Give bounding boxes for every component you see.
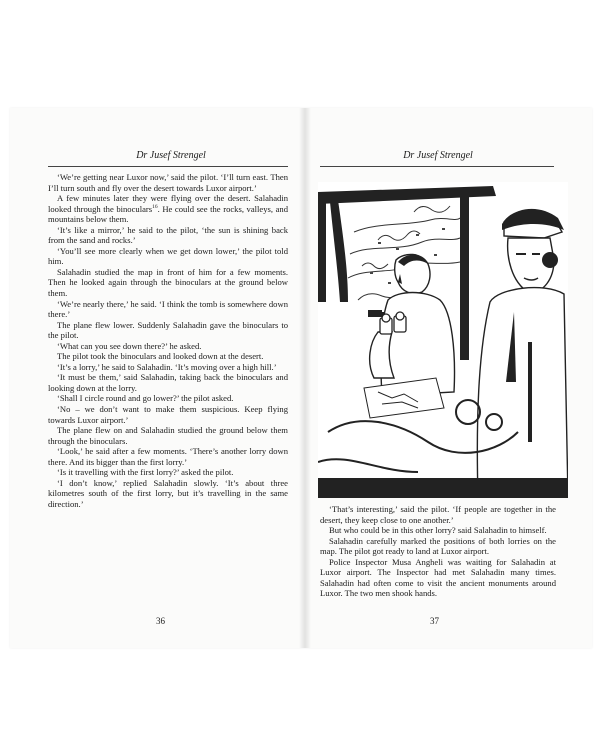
paragraph: ‘We’re nearly there,’ he said. ‘I think the tomb is somewhere down there.’: [48, 298, 288, 320]
book-spread: [10, 108, 592, 648]
paragraph: ‘It’s like a mirror,’ he said to the pilot, ‘the sun is shining back from the sand and rocks.’: [48, 224, 288, 246]
paragraph: ‘What can you see down there?’ he asked.: [57, 340, 202, 351]
left-page: [10, 108, 300, 648]
paragraph: ‘It’s a lorry,’ he said to Salahadin. ‘It’s moving over a high hill.’: [57, 361, 277, 372]
cockpit-pilot-illustration: [318, 182, 568, 498]
paragraph: ‘Shall I circle round and go lower?’ the pilot asked.: [57, 393, 234, 404]
footnote-mark: 16: [152, 203, 158, 210]
running-head-right: Dr Jusef Strengel: [403, 150, 473, 161]
page-number-right: 37: [430, 616, 439, 626]
paragraph: The plane flew lower. Suddenly Salahadin gave the binoculars to the pilot.: [48, 319, 288, 341]
paragraph: ‘It must be them,’ said Salahadin, taking back the binoculars and looking down at the lorry.: [48, 372, 288, 393]
paragraph: The pilot took the binoculars and looked down at the desert.: [57, 351, 264, 362]
paragraph: But who could be in this other lorry? said Salahadin to himself.: [329, 525, 547, 536]
running-head-left: Dr Jusef Strengel: [136, 150, 206, 161]
left-page-text: [48, 172, 288, 510]
head-rule-left: [48, 166, 288, 167]
page-number-left: 36: [156, 616, 165, 626]
paragraph: ‘You’ll see more clearly when we get down lower,’ the pilot told him.: [48, 245, 288, 267]
paragraph: ‘Look,’ he said after a few moments. ‘There’s another lorry down there. And its bigger than the first lorry.’: [48, 446, 288, 467]
paragraph: ‘We’re getting near Luxor now,’ said the pilot. ‘I’ll turn east. Then I’ll turn south and fly over the desert towards Luxor airport.’: [48, 172, 288, 193]
paragraph-text: rocks, valleys, and mountains below them.: [48, 203, 288, 225]
paragraph: ‘That’s interesting,’ said the pilot. ‘If people are together in the desert, they keep close to one another.’: [320, 504, 556, 525]
right-page-text: [320, 504, 556, 599]
paragraph: [48, 193, 288, 225]
paragraph: The plane flew on and Salahadin studied the ground below them through the binoculars.: [48, 425, 288, 446]
paragraph: Salahadin carefully marked the positions of both lorries on the map. The pilot got ready to land at Luxor airport.: [320, 535, 556, 557]
cockpit-illustration-icon: [318, 182, 568, 498]
paragraph: Salahadin studied the map in front of him for a few moments. Then he looked again through the binoculars at the ground below them.: [48, 266, 288, 299]
paragraph: ‘I don’t know,’ replied Salahadin slowly. ‘It’s about three kilometres south of the first lorry, but it’s travelling in the same direction.’: [48, 477, 288, 509]
head-rule-right: [320, 166, 554, 167]
paragraph: Police Inspector Musa Angheli was waiting for Salahadin at Luxor airport. The Inspector had met Salahadin many times. Salahadin had often come to visit the ancient monuments around Luxor. The two men shook hands.: [320, 556, 556, 599]
paragraph: ‘No – we don’t want to make them suspicious. Keep flying towards Luxor airport.’: [48, 404, 288, 425]
paragraph-text: . He could see the: [157, 203, 221, 214]
right-page: [310, 108, 592, 648]
paragraph-text: A few minutes later they were flying over the desert. Salahadin looked through the binoculars: [48, 193, 288, 214]
paragraph: ‘Is it travelling with the first lorry?’ asked the pilot.: [57, 467, 234, 478]
